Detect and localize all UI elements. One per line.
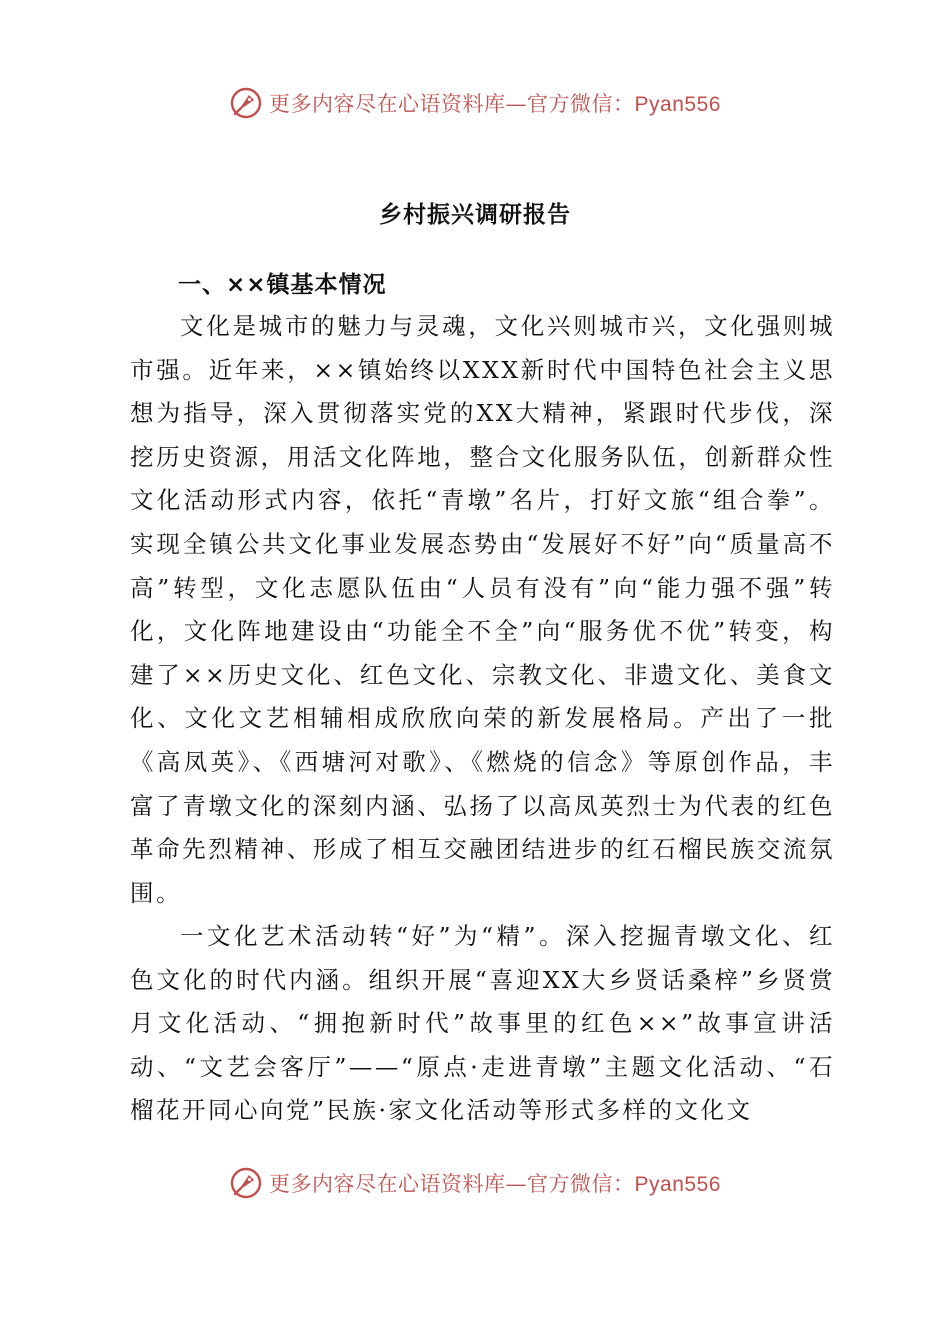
watermark-wechat-label: 官方微信： — [527, 1172, 635, 1196]
pen-nib-logo-icon — [229, 1166, 263, 1200]
watermark-wechat-id: Pyan556 — [634, 93, 721, 116]
watermark-text — [269, 88, 721, 118]
watermark-dash: — — [505, 1172, 528, 1196]
watermark-wechat-label: 官方微信： — [527, 92, 635, 116]
watermark-wechat-id: Pyan556 — [634, 1173, 721, 1196]
watermark-main-text: 更多内容尽在心语资料库 — [269, 92, 506, 116]
body-paragraph-1: 文化是城市的魅力与灵魂，文化兴则城市兴，文化强则城市强。近年来，××镇始终以XXX新时代中国特色社会主义思想为指导，深入贯彻落实党的XX大精神，紧跟时代步伐，深挖历史资源，用活文化阵地，整合文化服务队伍，创新群众性文化活动形式内容，依托“青墩”名片，打好文旅“组合拳”。实现全镇公共文化事业发展态势由“发展好不好”向“质量高不高”转型，文化志愿队伍由“人员有没有”向“能力强不强”转化，文化阵地建设由“功能全不全”向“服务优不优”转变，构建了××历史文化、红色文化、宗教文化、非遗文化、美食文化、文化文艺相辅相成欣欣向荣的新发展格局。产出了一批《高凤英》、《西塘河对歌》、《燃烧的信念》等原创作品，丰富了青墩文化的深刻内涵、弘扬了以高凤英烈士为代表的红色革命先烈精神、形成了相互交融团结进步的红石榴民族交流氛围。 — [130, 312, 835, 907]
watermark-main-text: 更多内容尽在心语资料库 — [269, 1172, 506, 1196]
footer-watermark-banner — [0, 1158, 950, 1208]
document-title: 乡村振兴调研报告 — [379, 202, 571, 228]
watermark-dash: — — [505, 92, 528, 116]
section-heading: 一、××镇基本情况 — [178, 272, 387, 298]
watermark-text — [269, 1168, 721, 1198]
body-paragraph-2: 一文化艺术活动转“好”为“精”。深入挖掘青墩文化、红色文化的时代内涵。组织开展“喜迎XX大乡贤话桑梓”乡贤赏月文化活动、“拥抱新时代”故事里的红色××”故事宣讲活动、“文艺会客厅”——“原点·走进青墩”主题文化活动、“石榴花开同心向党”民族·家文化活动等形式多样的文化文 — [130, 922, 835, 1125]
header-watermark-banner — [0, 78, 950, 128]
pen-nib-logo-icon — [229, 86, 263, 120]
